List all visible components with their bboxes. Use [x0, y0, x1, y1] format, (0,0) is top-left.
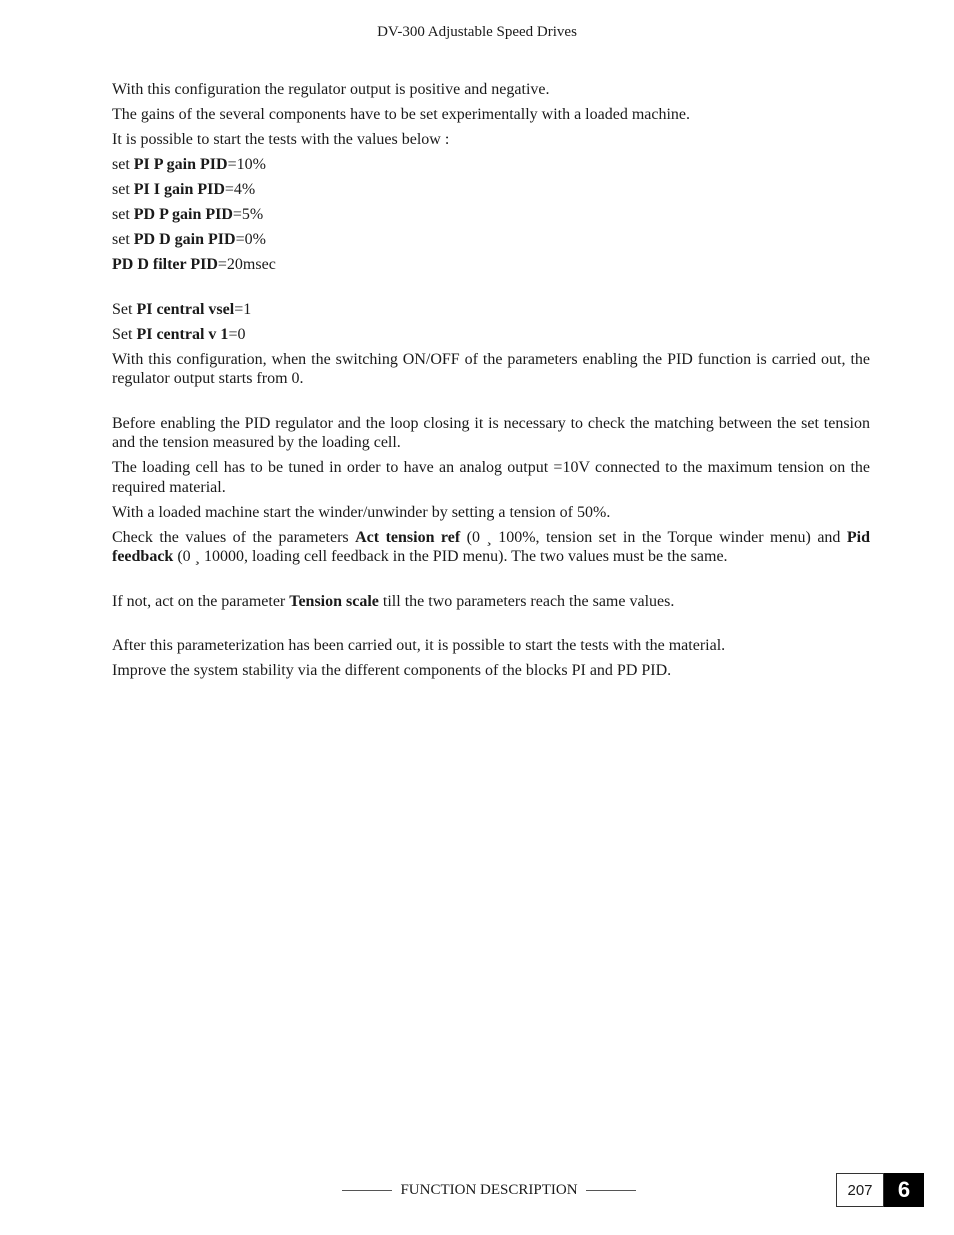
- paragraph: The gains of the several components have to be set experimentally with a loaded machine.: [112, 106, 691, 123]
- paragraph: After this parameterization has been carried out, it is possible to start the tests with the material.: [112, 637, 726, 654]
- parameter-name: PD D filter PID: [112, 256, 218, 273]
- setting-pi-central-v1: [112, 325, 870, 345]
- text-run: (0 ¸ 100%, tension set in the Torque winder menu) and: [460, 528, 847, 546]
- setting-value: =4%: [224, 181, 256, 198]
- footer-section-title: FUNCTION DESCRIPTION: [400, 1182, 578, 1198]
- setting-prefix: Set: [112, 325, 137, 343]
- setting-pd-p-gain: [112, 205, 870, 225]
- paragraph: With this configuration the regulator output is positive and negative.: [112, 81, 550, 98]
- footer-rule-left: [342, 1190, 392, 1191]
- paragraph-check-values: [112, 528, 870, 567]
- paragraph: The loading cell has to be tuned in order to have an analog output =10V connected to the maximum tension on the required material.: [112, 459, 870, 496]
- text-run: Check the values of the parameters: [112, 528, 356, 546]
- setting-value: =0: [228, 325, 246, 343]
- setting-pi-central-vsel: [112, 300, 870, 320]
- page-number: 207: [836, 1173, 884, 1207]
- parameter-name: PI P gain PID: [133, 156, 228, 173]
- text-run: till the two parameters reach the same values.: [378, 592, 675, 610]
- setting-prefix: set: [112, 156, 134, 173]
- setting-prefix: Set: [112, 300, 137, 318]
- page-number-box: [836, 1173, 924, 1207]
- paragraph: With this configuration, when the switching ON/OFF of the parameters enabling the PID function is carried out, the regulator output starts from 0.: [112, 350, 870, 387]
- parameter-name: Tension scale: [289, 592, 379, 610]
- text-run: (0 ¸ 10000, loading cell feedback in the PID menu). The two values must be the same.: [173, 548, 728, 565]
- setting-prefix: set: [112, 231, 134, 248]
- setting-value: =20msec: [217, 256, 276, 273]
- chapter-number: 6: [884, 1173, 924, 1207]
- paragraph: It is possible to start the tests with the values below :: [112, 131, 450, 148]
- setting-prefix: set: [112, 206, 134, 223]
- paragraph: With a loaded machine start the winder/unwinder by setting a tension of 50%.: [112, 503, 611, 521]
- setting-value: =1: [234, 300, 252, 318]
- paragraph-tension-scale: [112, 592, 870, 612]
- setting-value: =0%: [235, 231, 266, 248]
- parameter-name: PD D gain PID: [133, 231, 236, 248]
- paragraph: Before enabling the PID regulator and the loop closing it is necessary to check the matching between the set tension and the tension measured by the loading cell.: [112, 414, 870, 451]
- setting-pd-d-gain: [112, 230, 870, 250]
- setting-value: =10%: [227, 156, 266, 173]
- body-text: [112, 80, 870, 686]
- page-footer: [342, 1182, 636, 1199]
- parameter-name: PI central v 1: [136, 325, 229, 343]
- paragraph: Improve the system stability via the different components of the blocks PI and PD PID.: [112, 662, 672, 679]
- parameter-name: PI I gain PID: [133, 181, 225, 198]
- parameter-name: Act tension ref: [355, 528, 461, 546]
- page-header: DV-300 Adjustable Speed Drives: [377, 24, 577, 40]
- setting-prefix: set: [112, 181, 134, 198]
- setting-value: =5%: [232, 206, 264, 223]
- setting-pi-i-gain: [112, 180, 870, 200]
- setting-pi-p-gain: [112, 155, 870, 175]
- text-run: If not, act on the parameter: [112, 592, 290, 610]
- parameter-name: PD P gain PID: [133, 206, 233, 223]
- parameter-name: PI central vsel: [136, 300, 235, 318]
- footer-rule-right: [586, 1190, 636, 1191]
- setting-pd-d-filter: [112, 255, 870, 275]
- parameter-name: Pid feedback: [112, 528, 870, 565]
